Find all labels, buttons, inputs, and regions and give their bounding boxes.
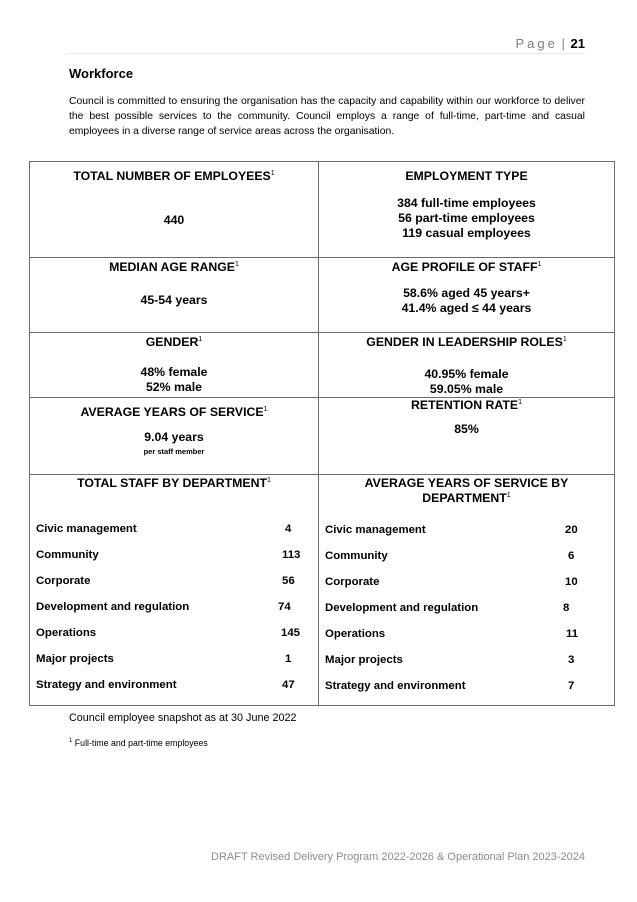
age-profile-title: AGE PROFILE OF STAFF (391, 260, 538, 274)
employment-type-cell (319, 162, 614, 257)
page-header (516, 36, 585, 51)
employment-type-title: EMPLOYMENT TYPE (405, 169, 528, 183)
dept-name: Community (325, 550, 388, 562)
service-by-dept-cell (319, 475, 614, 705)
footnote (69, 738, 208, 748)
snapshot-note: Council employee snapshot as at 30 June 2022 (69, 712, 297, 724)
service-by-dept-title-line2: DEPARTMENT (422, 491, 507, 505)
dept-value: 10 (565, 576, 578, 588)
age-profile-cell (319, 258, 614, 332)
dept-value: 145 (281, 627, 301, 639)
dept-value: 7 (568, 680, 575, 692)
staff-by-dept-cell (30, 475, 319, 705)
dept-value: 8 (563, 602, 570, 614)
dept-name: Corporate (325, 576, 380, 588)
page-footer: DRAFT Revised Delivery Program 2022-2026 & Operational Plan 2023-2024 (211, 851, 585, 863)
gender-leadership-line: 40.95% female (424, 367, 509, 381)
avg-service-title: AVERAGE YEARS OF SERVICE (80, 405, 264, 419)
dept-value: 20 (565, 524, 578, 536)
page-separator: | (561, 36, 565, 51)
dept-name: Development and regulation (325, 602, 479, 614)
page-label: Page (515, 36, 558, 51)
gender-leadership-title: GENDER IN LEADERSHIP ROLES (366, 335, 563, 349)
gender-line: 52% male (145, 380, 203, 394)
median-age-cell (30, 258, 319, 332)
median-age-value: 45-54 years (140, 293, 208, 307)
gender-leadership-cell (319, 333, 614, 397)
dept-value: 3 (568, 654, 575, 666)
dept-name: Community (36, 549, 99, 561)
footnote-ref: 1 (506, 491, 511, 499)
dept-name: Strategy and environment (325, 680, 466, 692)
service-by-dept-title-line1: AVERAGE YEARS OF SERVICE BY (364, 476, 569, 490)
footnote-ref: 1 (537, 260, 542, 268)
dept-value: 47 (282, 679, 295, 691)
dept-value: 6 (568, 550, 575, 562)
avg-service-sub: per staff member (143, 447, 205, 456)
dept-value: 11 (566, 628, 579, 640)
employment-type-line: 384 full-time employees (397, 196, 536, 210)
avg-service-value: 9.04 years (144, 430, 204, 444)
median-age-title: MEDIAN AGE RANGE (109, 260, 236, 274)
dept-name: Strategy and environment (36, 679, 177, 691)
page-number: 21 (570, 36, 585, 51)
dept-name: Corporate (36, 575, 91, 587)
total-employees-cell (30, 162, 319, 257)
dept-value: 4 (285, 523, 292, 535)
section-title: Workforce (69, 66, 134, 81)
header-rule (68, 53, 585, 54)
footnote-ref: 1 (235, 260, 239, 268)
footnote-ref: 1 (267, 476, 271, 484)
retention-cell (319, 398, 614, 474)
gender-leadership-line: 59.05% male (429, 382, 504, 396)
avg-service-cell (30, 398, 319, 474)
age-profile-line: 58.6% aged 45 years+ (403, 286, 530, 300)
dept-name: Civic management (325, 524, 426, 536)
staff-by-dept-title: TOTAL STAFF BY DEPARTMENT (77, 476, 267, 490)
employment-type-line: 119 casual employees (402, 226, 531, 240)
footnote-ref: 1 (263, 405, 268, 413)
gender-line: 48% female (140, 365, 208, 379)
dept-value: 56 (282, 575, 295, 587)
total-employees-value: 440 (163, 213, 185, 227)
workforce-table (29, 161, 615, 706)
employment-type-line: 56 part-time employees (398, 211, 535, 225)
footnote-ref: 1 (518, 398, 522, 406)
dept-value: 1 (285, 653, 292, 665)
gender-cell (30, 333, 319, 397)
dept-name: Civic management (36, 523, 137, 535)
dept-name: Major projects (325, 654, 403, 666)
retention-title: RETENTION RATE (411, 398, 519, 412)
footnote-text: Full-time and part-time employees (74, 738, 208, 748)
gender-title: GENDER (145, 335, 199, 349)
dept-name: Operations (36, 627, 97, 639)
total-employees-title: TOTAL NUMBER OF EMPLOYEES (73, 169, 271, 183)
dept-name: Operations (325, 628, 386, 640)
dept-name: Major projects (36, 653, 114, 665)
dept-value: 74 (278, 601, 291, 613)
footnote-marker: 1 (69, 738, 73, 745)
intro-paragraph: Council is committed to ensuring the organisation has the capacity and capability within our workforce to deliver the best possible services to the community. Council employs a range of full-time, part-time and casual employees in a diverse range of service areas across the organisation. (69, 96, 585, 137)
dept-value: 113 (282, 549, 301, 561)
footnote-ref: 1 (198, 335, 203, 343)
dept-name: Development and regulation (36, 601, 190, 613)
footnote-ref: 1 (562, 335, 567, 343)
retention-value: 85% (454, 422, 479, 436)
footnote-ref: 1 (270, 169, 275, 177)
age-profile-line: 41.4% aged ≤ 44 years (401, 301, 532, 315)
